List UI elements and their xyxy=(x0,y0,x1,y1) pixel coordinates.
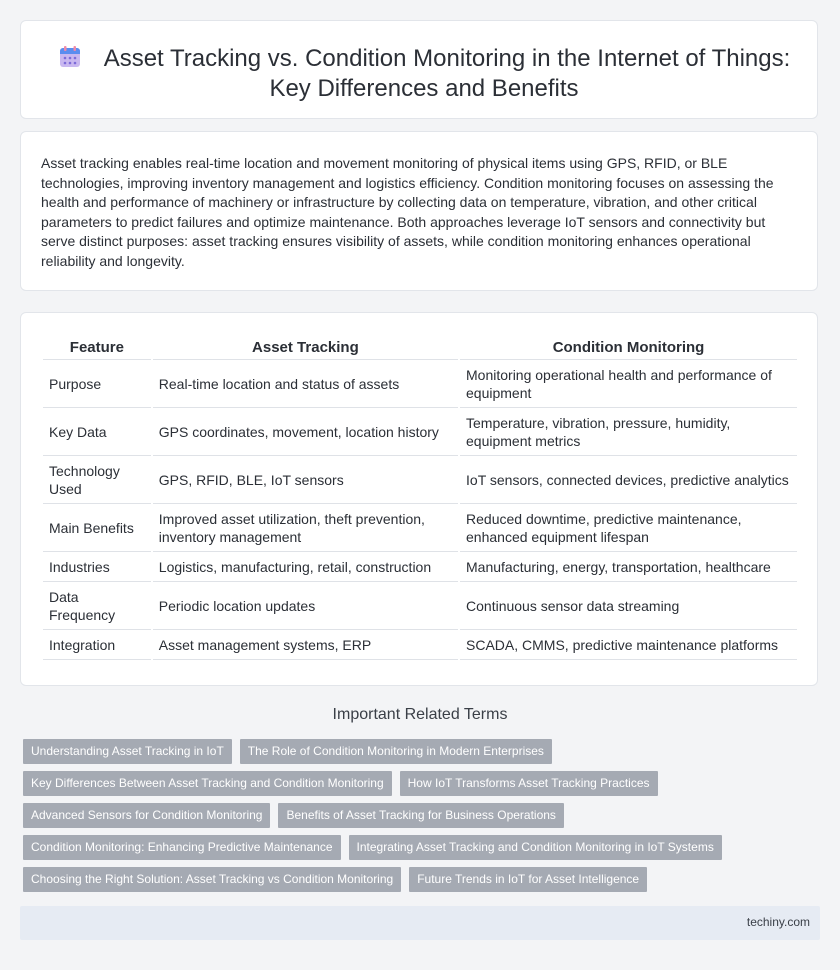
condition-monitoring-cell: Continuous sensor data streaming xyxy=(460,582,797,630)
feature-cell: Technology Used xyxy=(43,456,151,504)
condition-monitoring-cell: Reduced downtime, predictive maintenance, enhanced equipment lifespan xyxy=(460,504,797,552)
related-term-link[interactable]: Condition Monitoring: Enhancing Predictive Maintenance xyxy=(23,835,341,860)
related-terms-row xyxy=(23,803,564,828)
asset-tracking-cell: GPS coordinates, movement, location history xyxy=(153,408,458,456)
feature-cell: Main Benefits xyxy=(43,504,151,552)
related-terms-row xyxy=(23,771,658,796)
header-asset-tracking: Asset Tracking xyxy=(153,333,458,360)
related-terms-title: Important Related Terms xyxy=(332,706,508,723)
table-row xyxy=(43,408,797,456)
condition-monitoring-cell: Temperature, vibration, pressure, humidity, equipment metrics xyxy=(460,408,797,456)
feature-cell: Data Frequency xyxy=(43,582,151,630)
asset-tracking-cell: Asset management systems, ERP xyxy=(153,630,458,660)
intro-paragraph: Asset tracking enables real-time location and movement monitoring of physical items using GPS, RFID, or BLE technologies, improving inventory management and logistics efficiency. Condition monitoring focuses on assessing the health and performance of machinery or infrastructure by collecting data on temperature, vibration, and other critical parameters to predict failures and optimize maintenance. Both approaches leverage IoT sensors and connectivity but serve distinct purposes: asset tracking ensures visibility of assets, while condition monitoring enhances operational reliability and longevity. xyxy=(41,155,774,269)
page-title-wrap xyxy=(51,44,797,104)
calendar-icon xyxy=(58,45,82,69)
feature-cell: Industries xyxy=(43,552,151,582)
related-terms-row xyxy=(23,739,552,764)
table-row xyxy=(43,582,797,630)
table-row xyxy=(43,504,797,552)
header-card xyxy=(20,20,818,119)
related-term-link[interactable]: How IoT Transforms Asset Tracking Practices xyxy=(400,771,658,796)
related-terms-row xyxy=(23,835,722,860)
feature-cell: Purpose xyxy=(43,360,151,408)
table-row xyxy=(43,360,797,408)
asset-tracking-cell: Real-time location and status of assets xyxy=(153,360,458,408)
intro-card xyxy=(20,131,818,291)
page-title: Asset Tracking vs. Condition Monitoring in the Internet of Things: Key Differences and Benefits xyxy=(103,45,791,102)
asset-tracking-cell: GPS, RFID, BLE, IoT sensors xyxy=(153,456,458,504)
table-header-row xyxy=(43,333,797,360)
related-term-link[interactable]: Future Trends in IoT for Asset Intelligence xyxy=(409,867,647,892)
condition-monitoring-cell: SCADA, CMMS, predictive maintenance platforms xyxy=(460,630,797,660)
related-term-link[interactable]: Choosing the Right Solution: Asset Tracking vs Condition Monitoring xyxy=(23,867,401,892)
header-feature: Feature xyxy=(43,333,151,360)
footer-site-link[interactable]: techiny.com xyxy=(746,915,810,929)
asset-tracking-cell: Logistics, manufacturing, retail, construction xyxy=(153,552,458,582)
asset-tracking-cell: Periodic location updates xyxy=(153,582,458,630)
table-row xyxy=(43,552,797,582)
related-term-link[interactable]: Key Differences Between Asset Tracking and Condition Monitoring xyxy=(23,771,392,796)
related-term-link[interactable]: Advanced Sensors for Condition Monitoring xyxy=(23,803,270,828)
footer xyxy=(20,906,820,940)
related-term-link[interactable]: Integrating Asset Tracking and Condition Monitoring in IoT Systems xyxy=(349,835,722,860)
asset-tracking-cell: Improved asset utilization, theft prevention, inventory management xyxy=(153,504,458,552)
condition-monitoring-cell: IoT sensors, connected devices, predictive analytics xyxy=(460,456,797,504)
condition-monitoring-cell: Manufacturing, energy, transportation, healthcare xyxy=(460,552,797,582)
feature-cell: Integration xyxy=(43,630,151,660)
related-terms-row xyxy=(23,867,647,892)
table-row xyxy=(43,456,797,504)
header-condition-monitoring: Condition Monitoring xyxy=(460,333,797,360)
feature-cell: Key Data xyxy=(43,408,151,456)
related-term-link[interactable]: Understanding Asset Tracking in IoT xyxy=(23,739,232,764)
related-term-link[interactable]: The Role of Condition Monitoring in Modern Enterprises xyxy=(240,739,552,764)
comparison-table-card xyxy=(20,312,818,686)
related-term-link[interactable]: Benefits of Asset Tracking for Business Operations xyxy=(278,803,563,828)
comparison-table xyxy=(41,333,799,660)
condition-monitoring-cell: Monitoring operational health and performance of equipment xyxy=(460,360,797,408)
table-row xyxy=(43,630,797,660)
